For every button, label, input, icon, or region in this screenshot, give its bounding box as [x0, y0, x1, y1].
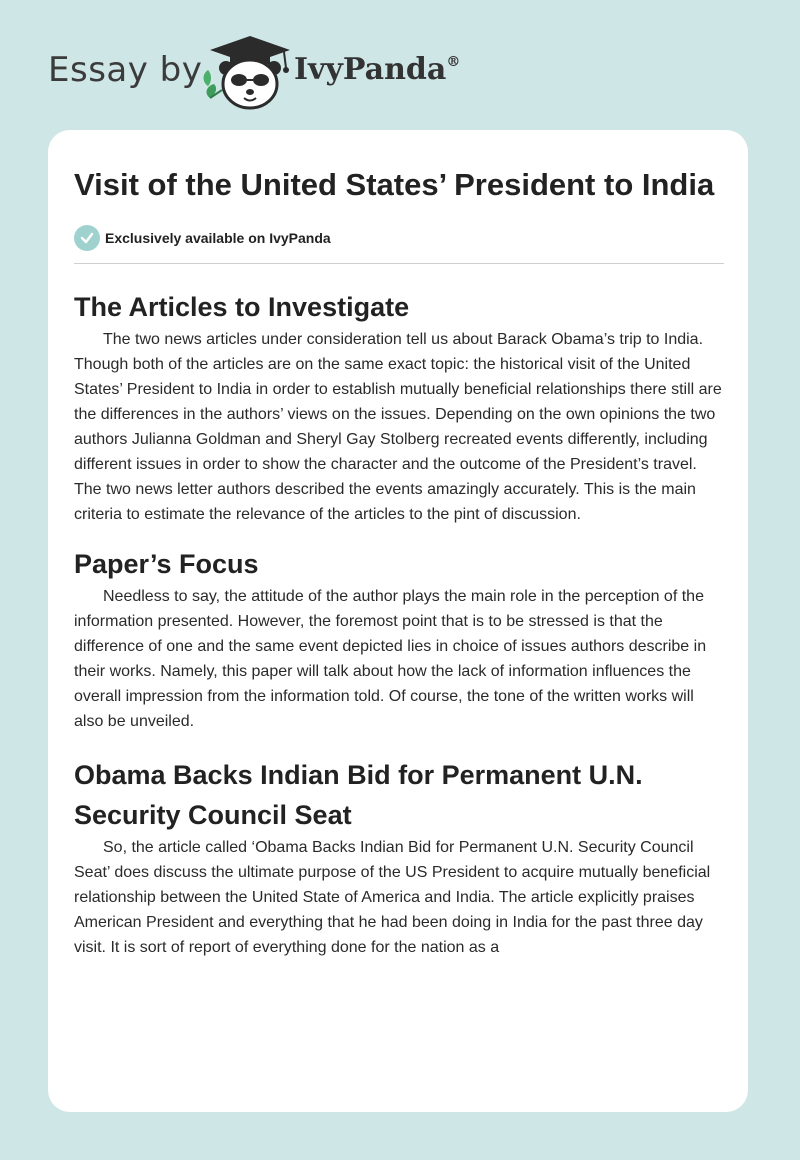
section-paragraph: The two news articles under consideration tell us about Barack Obama’s trip to India. Though both of the articles are on the same exact topic: the historical visit of the United States’ President to India in order to establish mutually beneficial relationships there still are the differences in the authors’ views on the issues. Depending on the own opinions the two authors Julianna Goldman and Sheryl Gay Stolberg recreated events differently, including different issues in order to show the character and the outcome of the President’s travel. The two news letter authors described the events amazingly accurately. This is the main criteria to estimate the relevance of the articles to the pint of discussion. [74, 331, 722, 523]
essay-title: Visit of the United States’ President to India [74, 167, 715, 202]
site-header [48, 34, 548, 110]
section-heading: Paper’s Focus [74, 549, 259, 579]
section-paragraph: So, the article called ‘Obama Backs Indian Bid for Permanent U.N. Security Council Seat’ does discuss the ultimate purpose of the US President to acquire mutually beneficial relationship between the United State of America and India. The article explicitly praises American President and everything that he had been doing in India for the past three day visit. It is sort of report of everything done for the nation as a [74, 839, 711, 956]
panda-logo-icon[interactable] [200, 34, 292, 110]
section-heading: Obama Backs Indian Bid for Permanent U.N. Security Council Seat [74, 760, 643, 830]
essay-by-label: Essay by [48, 50, 203, 90]
registered-mark: ® [446, 54, 461, 70]
checkmark-icon [74, 225, 100, 251]
essay-content [74, 164, 724, 960]
divider [74, 263, 724, 264]
exclusive-badge [74, 223, 724, 253]
brand-name[interactable] [294, 52, 460, 87]
section-paragraph: Needless to say, the attitude of the author plays the main role in the perception of the information presented. However, the foremost point that is to be stressed is that the difference of one and the same event depicted lies in choice of issues authors describe in their works. Namely, this paper will talk about how the lack of information influences the overall impression from the information told. Of course, the tone of the written works will also be unveiled. [74, 588, 707, 730]
section-heading: The Articles to Investigate [74, 292, 410, 322]
brand-text: IvyPanda [294, 52, 447, 87]
essay-card [48, 130, 748, 1112]
exclusive-label: Exclusively available on IvyPanda [105, 230, 331, 246]
